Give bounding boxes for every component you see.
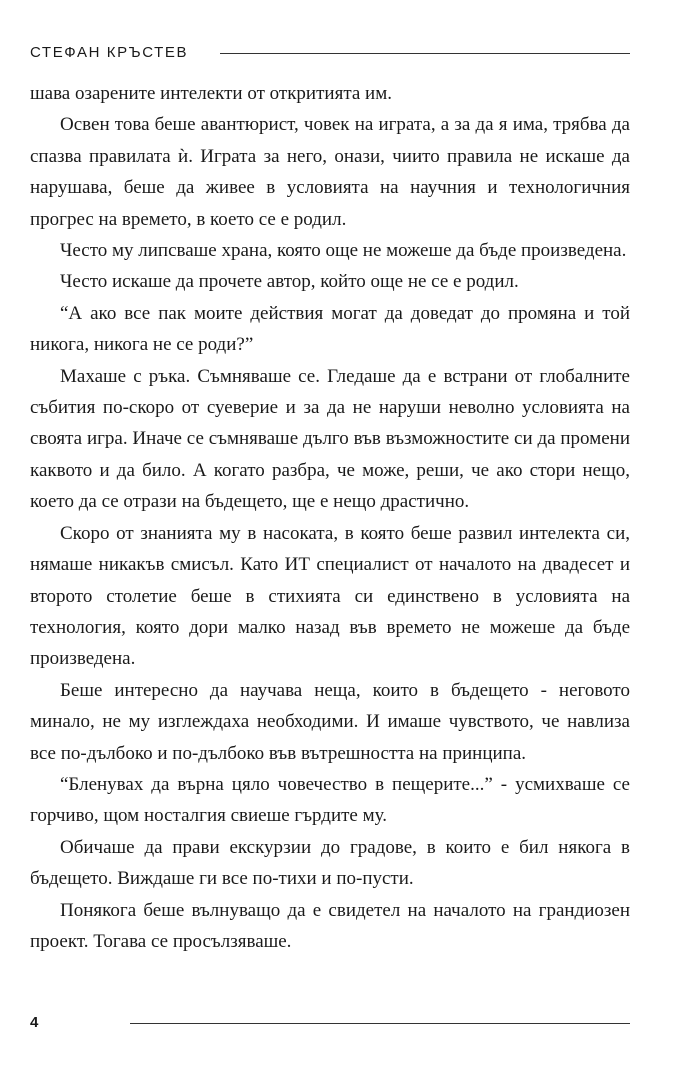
- paragraph: Беше интересно да научава неща, които в бъдещето - неговото минало, не му изглеждаха необходими. И имаше чувството, че навлиза все по-дълбоко и по-дълбоко във вътрешността на принципа.: [30, 679, 630, 764]
- page-number: 4: [30, 1014, 39, 1031]
- footer-rule: [130, 1023, 630, 1024]
- paragraph: шава озарените интелекти от откритията им.: [30, 83, 392, 104]
- paragraph: Често му липсваше храна, която още не можеше да бъде произведена.: [60, 240, 627, 262]
- header-rule: [220, 53, 630, 54]
- header-author: СТЕФАН КРЪСТЕВ: [30, 44, 189, 61]
- paragraph: Скоро от знанията му в насоката, в която беше развил интелекта си, нямаше никакъв смисъл. Като ИТ специалист от началото на двадесет и второто столетие беше в стихията си единствено в условията на технология, която дори малко назад във времето не можеше да бъде произведена.: [30, 522, 630, 670]
- paragraph: Махаше с ръка. Съмняваше се. Гледаше да е встрани от глобалните събития по-скоро от суеверие и за да не наруши неволно условията на своята игра. Иначе се съмняваше дълго във възможностите си да промени каквото и да било. А когато разбра, че може, реши, че ако стори нещо, което да се отрази на бъдещето, ще е нещо драстично.: [30, 365, 630, 513]
- paragraph: Често искаше да прочете автор, който още не се е родил.: [60, 271, 519, 293]
- page-body: [30, 78, 630, 957]
- paragraph: Понякога беше вълнуващо да е свидетел на началото на грандиозен проект. Тогава се просълзяваше.: [30, 899, 630, 952]
- paragraph: Обичаше да прави екскурзии до градове, в които е бил някога в бъдещето. Виждаше ги все по-тихи и по-пусти.: [30, 836, 630, 890]
- running-header: [30, 40, 630, 66]
- paragraph: “Бленувах да върна цяло човечество в пещерите...” - усмихваше се горчиво, щом носталгия свиеше гърдите му.: [30, 773, 630, 827]
- paragraph: “А ако все пак моите действия могат да доведат до промяна и той никога, никога не се роди?”: [30, 302, 630, 356]
- page-footer: [30, 1010, 630, 1036]
- paragraph: Освен това беше авантюрист, човек на играта, а за да я има, трябва да спазва правилата ѝ. Играта за него, онази, чиито правила не искаше да нарушава, беше да живее в условията на научния и технологичния прогрес на времето, в което се е родил.: [30, 114, 630, 230]
